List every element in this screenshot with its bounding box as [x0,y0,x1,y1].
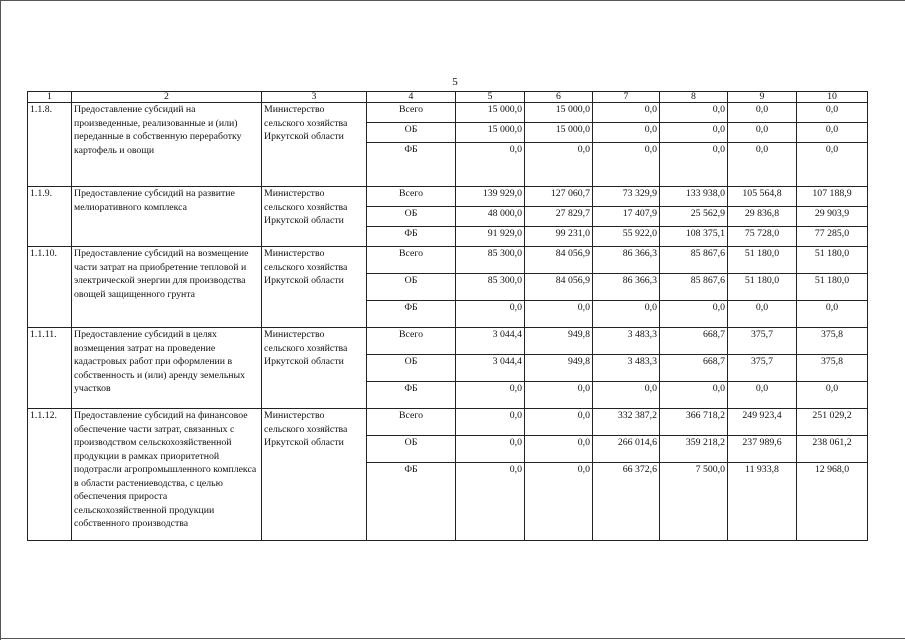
table-row [28,103,868,123]
page-number: 5 [452,76,458,88]
amount-cell: 48 000,0 [456,207,525,227]
funding-source: Всего [367,328,456,355]
amount-cell: 73 329,9 [593,187,660,207]
table-row [28,409,868,436]
amount-cell: 237 989,6 [728,436,797,463]
funding-source: Всего [367,247,456,274]
amount-cell: 3 483,3 [593,355,660,382]
amount-cell: 332 387,2 [593,409,660,436]
amount-cell: 0,0 [456,301,525,328]
amount-cell: 0,0 [525,436,593,463]
amount-cell: 0,0 [456,463,525,541]
amount-cell: 55 922,0 [593,227,660,247]
funding-source: ФБ [367,143,456,187]
amount-cell: 0,0 [456,409,525,436]
amount-cell: 15 000,0 [456,103,525,123]
item-executor: Министерство сельского хозяйства Иркутской области [262,328,367,409]
column-header: 2 [72,92,262,103]
item-executor: Министерство сельского хозяйства Иркутской области [262,247,367,328]
amount-cell: 0,0 [593,382,660,409]
column-header: 4 [367,92,456,103]
amount-cell: 17 407,9 [593,207,660,227]
amount-cell: 0,0 [728,301,797,328]
amount-cell: 0,0 [525,463,593,541]
amount-cell: 0,0 [660,103,728,123]
amount-cell: 108 375,1 [660,227,728,247]
table-row [28,328,868,355]
amount-cell: 86 366,3 [593,247,660,274]
amount-cell: 12 968,0 [797,463,868,541]
amount-cell: 3 044,4 [456,328,525,355]
amount-cell: 0,0 [456,436,525,463]
amount-cell: 0,0 [660,301,728,328]
amount-cell: 266 014,6 [593,436,660,463]
item-name: Предоставление субсидий на возмещение части затрат на приобретение тепловой и электрической энергии для производства овощей защищенного грунта [72,247,262,328]
amount-cell: 27 829,7 [525,207,593,227]
amount-cell: 51 180,0 [797,247,868,274]
funding-source: ОБ [367,355,456,382]
amount-cell: 0,0 [525,143,593,187]
amount-cell: 85 300,0 [456,247,525,274]
amount-cell: 0,0 [525,409,593,436]
funding-source: Всего [367,409,456,436]
amount-cell: 238 061,2 [797,436,868,463]
amount-cell: 668,7 [660,328,728,355]
amount-cell: 366 718,2 [660,409,728,436]
item-code: 1.1.9. [28,187,72,247]
amount-cell: 25 562,9 [660,207,728,227]
item-executor: Министерство сельского хозяйства Иркутской области [262,187,367,247]
amount-cell: 668,7 [660,355,728,382]
amount-cell: 0,0 [593,301,660,328]
amount-cell: 0,0 [797,301,868,328]
item-code: 1.1.10. [28,247,72,328]
amount-cell: 77 285,0 [797,227,868,247]
amount-cell: 127 060,7 [525,187,593,207]
table-row [28,247,868,274]
amount-cell: 84 056,9 [525,247,593,274]
amount-cell: 51 180,0 [728,247,797,274]
amount-cell: 11 933,8 [728,463,797,541]
item-code: 1.1.12. [28,409,72,541]
amount-cell: 133 938,0 [660,187,728,207]
amount-cell: 91 929,0 [456,227,525,247]
scan-edge-bottom [0,638,905,639]
budget-table [27,91,868,541]
amount-cell: 3 044,4 [456,355,525,382]
table-row [28,187,868,207]
column-header: 6 [525,92,593,103]
amount-cell: 99 231,0 [525,227,593,247]
amount-cell: 105 564,8 [728,187,797,207]
amount-cell: 85 300,0 [456,274,525,301]
amount-cell: 15 000,0 [525,123,593,143]
amount-cell: 29 903,9 [797,207,868,227]
amount-cell: 375,8 [797,328,868,355]
amount-cell: 3 483,3 [593,328,660,355]
column-header: 1 [28,92,72,103]
funding-source: ФБ [367,227,456,247]
amount-cell: 0,0 [797,382,868,409]
amount-cell: 85 867,6 [660,274,728,301]
funding-source: Всего [367,187,456,207]
funding-source: ОБ [367,436,456,463]
amount-cell: 0,0 [728,103,797,123]
amount-cell: 949,8 [525,328,593,355]
amount-cell: 51 180,0 [797,274,868,301]
funding-source: ФБ [367,382,456,409]
funding-source: ФБ [367,463,456,541]
amount-cell: 0,0 [593,123,660,143]
item-executor: Министерство сельского хозяйства Иркутской области [262,103,367,187]
amount-cell: 375,8 [797,355,868,382]
funding-source: ОБ [367,207,456,227]
funding-source: Всего [367,103,456,123]
amount-cell: 251 029,2 [797,409,868,436]
funding-source: ОБ [367,274,456,301]
item-code: 1.1.11. [28,328,72,409]
amount-cell: 375,7 [728,355,797,382]
amount-cell: 0,0 [593,103,660,123]
item-name: Предоставление субсидий на развитие мелиоративного комплекса [72,187,262,247]
amount-cell: 139 929,0 [456,187,525,207]
scan-edge-left [0,0,1,640]
amount-cell: 15 000,0 [525,103,593,123]
amount-cell: 0,0 [728,382,797,409]
amount-cell: 359 218,2 [660,436,728,463]
amount-cell: 0,0 [660,382,728,409]
amount-cell: 0,0 [593,143,660,187]
item-name: Предоставление субсидий в целях возмещения затрат на проведение кадастровых работ при оформлении в собственность и (или) аренду земельных участков [72,328,262,409]
column-number-row [28,92,868,103]
amount-cell: 7 500,0 [660,463,728,541]
funding-source: ОБ [367,123,456,143]
amount-cell: 29 836,8 [728,207,797,227]
column-header: 8 [660,92,728,103]
amount-cell: 0,0 [660,123,728,143]
amount-cell: 0,0 [525,301,593,328]
amount-cell: 75 728,0 [728,227,797,247]
item-name: Предоставление субсидий на финансовое обеспечение части затрат, связанных с производством сельскохозяйственной продукции в рамках приоритетной подотрасли агропромышленного комплекса в области растениеводства, с целью обеспечения прироста сельскохозяйственной продукции собственного производства [72,409,262,541]
item-name: Предоставление субсидий на произведенные, реализованные и (или) переданные в собственную переработку картофель и овощи [72,103,262,187]
column-header: 5 [456,92,525,103]
amount-cell: 0,0 [525,382,593,409]
funding-source: ФБ [367,301,456,328]
amount-cell: 0,0 [456,143,525,187]
amount-cell: 0,0 [660,143,728,187]
amount-cell: 85 867,6 [660,247,728,274]
column-header: 3 [262,92,367,103]
amount-cell: 375,7 [728,328,797,355]
amount-cell: 949,8 [525,355,593,382]
amount-cell: 249 923,4 [728,409,797,436]
amount-cell: 0,0 [728,123,797,143]
column-header: 7 [593,92,660,103]
table-body [28,103,868,541]
column-header: 9 [728,92,797,103]
amount-cell: 84 056,9 [525,274,593,301]
amount-cell: 0,0 [456,382,525,409]
amount-cell: 66 372,6 [593,463,660,541]
amount-cell: 0,0 [728,143,797,187]
amount-cell: 107 188,9 [797,187,868,207]
amount-cell: 0,0 [797,103,868,123]
scan-edge-top [0,0,905,1]
amount-cell: 86 366,3 [593,274,660,301]
item-code: 1.1.8. [28,103,72,187]
amount-cell: 0,0 [797,143,868,187]
column-header: 10 [797,92,868,103]
amount-cell: 15 000,0 [456,123,525,143]
amount-cell: 51 180,0 [728,274,797,301]
amount-cell: 0,0 [797,123,868,143]
item-executor: Министерство сельского хозяйства Иркутской области [262,409,367,541]
